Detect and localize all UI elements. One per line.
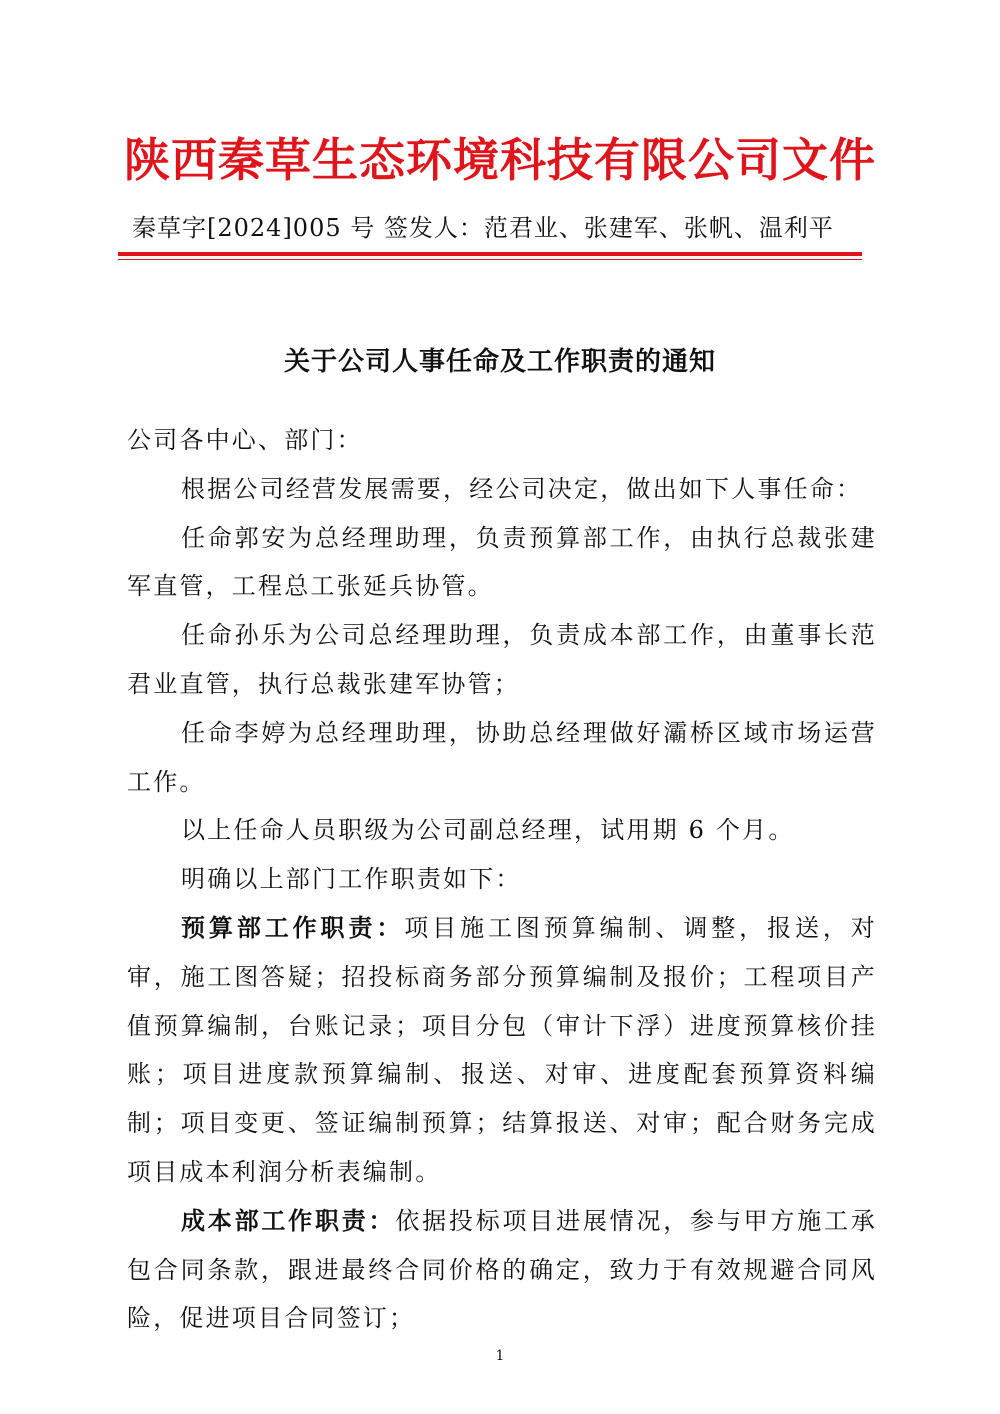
- notice-title: 关于公司人事任命及工作职责的通知: [283, 347, 716, 377]
- document-header-title: 陕西秦草生态环境科技有限公司文件: [124, 133, 876, 187]
- paragraph-rank-probation: 以上任命人员职级为公司副总经理，试用期 6 个月。: [181, 816, 795, 845]
- document-number-and-signers: 秦草字[2024]005 号 签发人：范君业、张建军、张帆、温利平: [132, 214, 834, 242]
- paragraph-intro: 根据公司经营发展需要，经公司决定，做出如下人事任命：: [181, 474, 863, 503]
- red-header-divider-thin: [118, 259, 862, 260]
- paragraph-appointment-sun: 任命孙乐为公司总经理助理，负责成本部工作，由董事长范君业直管，执行总裁张建军协管；: [127, 621, 877, 698]
- paragraph-duties-intro: 明确以上部门工作职责如下：: [181, 865, 522, 894]
- budget-duties-text: 项目施工图预算编制、调整，报送，对审，施工图答疑；招投标商务部分预算编制及报价；工程项目产值预算编制，台账记录；项目分包（审计下浮）进度预算核价挂账；项目进度款预算编制、报送、对审、进度配套预算资料编制；项目变更、签证编制预算；结算报送、对审；配合财务完成项目成本利润分析表编制。: [127, 913, 877, 1186]
- salutation: 公司各中心、部门：: [127, 426, 363, 454]
- paragraph-budget-duties: [127, 904, 877, 1197]
- paragraph-appointment-li: 任命李婷为总经理助理，协助总经理做好灞桥区域市场运营工作。: [127, 718, 877, 796]
- notice-body: [127, 416, 877, 1343]
- cost-duties-text: 依据投标项目进展情况，参与甲方施工承包合同条款，跟进最终合同价格的确定，致力于有效规避合同风险，促进项目合同签订；: [127, 1206, 877, 1333]
- red-header-divider: [118, 252, 862, 256]
- page-number: 1: [495, 1348, 505, 1364]
- paragraph-appointment-guo: 任命郭安为总经理助理，负责预算部工作，由执行总裁张建军直管，工程总工张延兵协管。: [127, 523, 877, 601]
- paragraph-cost-duties: [127, 1197, 877, 1343]
- budget-duties-heading: 预算部工作职责：: [181, 912, 405, 942]
- cost-duties-heading: 成本部工作职责：: [181, 1205, 396, 1235]
